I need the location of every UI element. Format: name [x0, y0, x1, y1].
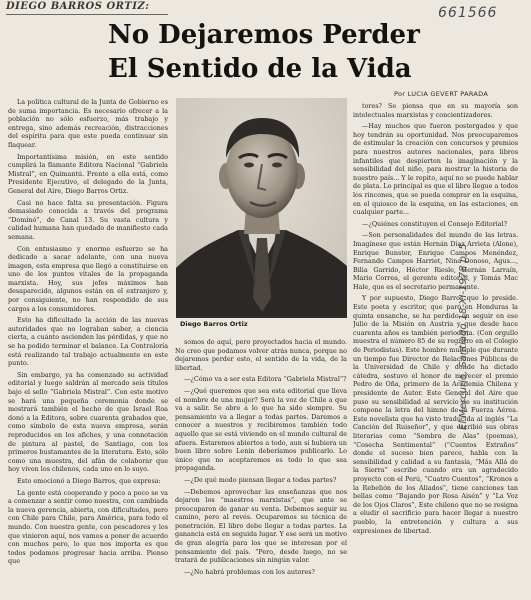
paragraph: Esto ha dificultado la acción de las nuevas autoridades que no lograban saber, a ciencia cierta, a cuánto ascienden las pérdidas, y que no se ha podido terminar el balance. La Contraloría está realizando tal trabajo actualmente en este punto.	[8, 316, 168, 368]
handwritten-margin-note: El Mercurio, Santiago 18-XI-1978 p. 5	[458, 243, 469, 430]
photo-caption: Diego Barros Ortiz	[180, 320, 248, 328]
paragraph: tores? Se piensa que en su mayoría son intelectuales marxistas y concientizadores.	[353, 102, 518, 119]
article-column-1	[8, 98, 168, 600]
paragraph: —¿Cómo va a ser esta Editora “Gabriela Mistral”?	[184, 375, 347, 384]
kicker-underline	[6, 14, 168, 15]
paragraph: —Hay muchos que fueron postergados y que hoy tendrán su oportunidad. Nos preocuparemos de estimular la creación con concursos y premios para nuestros autores nacionales, para libros infantiles que despierten la imaginación y la sensibilidad del niño, para mostrar la historia de nuestro país... Y le repito, aquí no se puede hablar de plata. Lo principal es que el libro llegue a todos los rincones, que se pueda comprar en la esquina, en el quiosco de la esquina, en las estaciones, en cualquier parte...	[353, 122, 518, 217]
portrait-illustration	[176, 98, 347, 318]
paragraph: —¿De qué modo piensan llegar a todas partes?	[184, 475, 337, 484]
paragraph: —¿Quiénes constituyen el Consejo Editorial?	[362, 219, 508, 228]
article-column-2	[175, 338, 347, 600]
paragraph: La gente está cooperando y poco a poco se va a comenzar a sentir como nuestra, con cambiada la nueva gerencia, abierta, con dificultades, pero con Chile para Chile, para América, para todo el mundo. Con nuestra gente, con pescadores y los que vinieron aquí, nos vamos a poner de acuerdo con muchos pero, lo que nos importa es que todos podamos progresar hacia arriba. Pienso que	[8, 488, 168, 566]
headline-line-2: El Sentido de la Vida	[108, 54, 412, 84]
paragraph: —¿No habrá problemas con los autores?	[184, 567, 315, 576]
paragraph: Y por supuesto, Diego Barros que lo preside. Este poeta y escritor, que paró en Honduras la quinta ensanche, se ha perdido en seguir en ese Julio de la Misión en Austria y que desde hace cuarenta años es también periodista. (Con orgullo muestra el número 85 de su registro en el Colegio de Periodistas). Este hombre multiple que durante un tiempo fue Director de Relaciones Públicas de la Universidad de Chile y donde ha dictado cátedra, sostuvo el honor de merecer el premio Pedro de Oña, primero de la Academia Chilena y presidente de Autor. Este General del Aire que puso su sensibilidad al servicio de su institución compone la letra del himno de la Fuerza Aérea. Este novelista que ha visto traducida al inglés “La Canción del Ruiseñor”, y que escribió sus obras literarias como “Sombra de Alas” (poemas), “Cosecha Sentimental” (“Cuentos Extraños” donde el suceso bien parece, habla con la sensibilidad y calidad a su fantasía, “Más Allá de la Sierra” escribe cuando era un agradecido proyecto con el Perú, “Cuatro Cuentos”, “Kronos a la Rebelión de los Aliados”, tiene canciones tan bellas como “Bajando por Rosa Aisén” y “La Voz de los Ojos Claros”, Este chileno que no se resigna a eludir el sacrificio para hacer llegar a nuestro pueblo, la entretención y cultura a sus expresiones de libertad.	[353, 294, 518, 535]
paragraph: La política cultural de la Junta de Gobierno es de suma importancia. Es necesario ofrecer a la población no sólo esfuerzo, más trabajo y entrega, sino además recreación, distracciones del espíritu para que este pueda continuar sin flaquear.	[8, 98, 168, 149]
paragraph: Sin embargo, ya ha comenzado su actividad editorial y luego saldrán al mercado seis títulos bajo el sello “Gabriela Mistral”. Con este motivo se hará una pequeña ceremonia donde se mostrará también el hecho de que Israel Roa donó a la Editora, sobre cuarenta grabados que, como símbolo de esta nueva empresa, serán reproducidos en los afiches, y una connotación de pintura al pastel, de Santiago, con los primeros bustamantes de la literatura. Esto, sólo como una muestra, del afán de colaborar que hoy viven los chilenos, cada uno en lo suyo.	[8, 370, 168, 474]
paragraph: —Son personalidades del mundo de las letras. Imagínese que están Hernán Díaz Arrieta (Alone), Enrique Bunster, Enrique Campos Menéndez, Fernando Campos Harriet, Nina Donoso, Agus..., Bilia Garrido, Héctor Riesle, Hernán Larraín, Mario Correa, el gerente editorial, y Tomás Mac Hale, que es el secretario permanente.	[353, 231, 518, 291]
byline: Por LUCIA GEVERT PARADA	[394, 90, 489, 98]
paragraph: —Debemos aprovechar las enseñanzas que nos dejaron los “maestros marxistas”, que ante se preocuparon de ganar su venta. Debemos seguir su camino, pero al revés. Ocuparemos su técnica de penetración. El libro debe llegar a todas partes. La ganancia está en seguida lugar. Y ese será un motivo de gran alegría para los que se interesan por el pensamiento del país. “Pero, desde luego, no se tratará de publicaciones sin ningún valor.	[175, 487, 347, 565]
portrait-photo	[176, 98, 347, 318]
paragraph: —¿Qué queremos que sea esta editorial que lleva el nombre de una mujer? Será la voz de Chile a que va a salir. Se abre a lo que ha sido siempre. Su pensamiento va a llegar a todas partes. Daremos a conocer a nuestros y recibiremos también todo aquello que se está viviendo en el mundo cultural de afuera. Estaremos abiertos a todo, aun si hubiera un buen libro sobre Lenin deberíamos publicarlo. Lo único que no aceptaremos es todo lo que sea propaganda.	[175, 386, 347, 473]
paragraph: Casi no hace falta su presentación. Figura demasiado conocida a través del programa “Domínó”, de Canal 13. Su vasta cultura y calidad humana han quedado de manifiesto cada semana.	[8, 198, 168, 241]
paragraph: Esto emocionó a Diego Barros, que expresa:	[17, 476, 161, 485]
article-kicker: DIEGO BARROS ORTIZ:	[6, 1, 150, 12]
handwritten-archive-number: 661566	[438, 5, 498, 21]
paragraph: Importantísima misión, en este sentido cumplirá la flamante Editora Nacional “Gabriela Mistral”, en Quimantú. Frente a ella está, como Presidente Ejecutivo, el delegado de la Junta, General del Aire, Diego Barros Ortiz.	[8, 152, 168, 195]
paragraph: somos de aquí, pero proyectados hacia el mundo. No creo que podamos volver atrás nunca, porque no dejaremos perder esto, el sentido de la vida, de la libertad.	[175, 338, 347, 372]
article-column-3	[353, 102, 518, 600]
headline-line-1: No Dejaremos Perder	[108, 20, 420, 50]
paragraph: Con entusiasmo y enorme esfuerzo se ha dedicado a sacar adelante, con una nueva imagen, esta empresa que llegó a constituirse en uno de los puntos vitales de la propaganda marxista. Hoy, sus jefes máximos han desaparecido, algunos están en el extranjero y, por consiguiente, no han respondido de sus cargos a los consumidores.	[8, 244, 168, 313]
